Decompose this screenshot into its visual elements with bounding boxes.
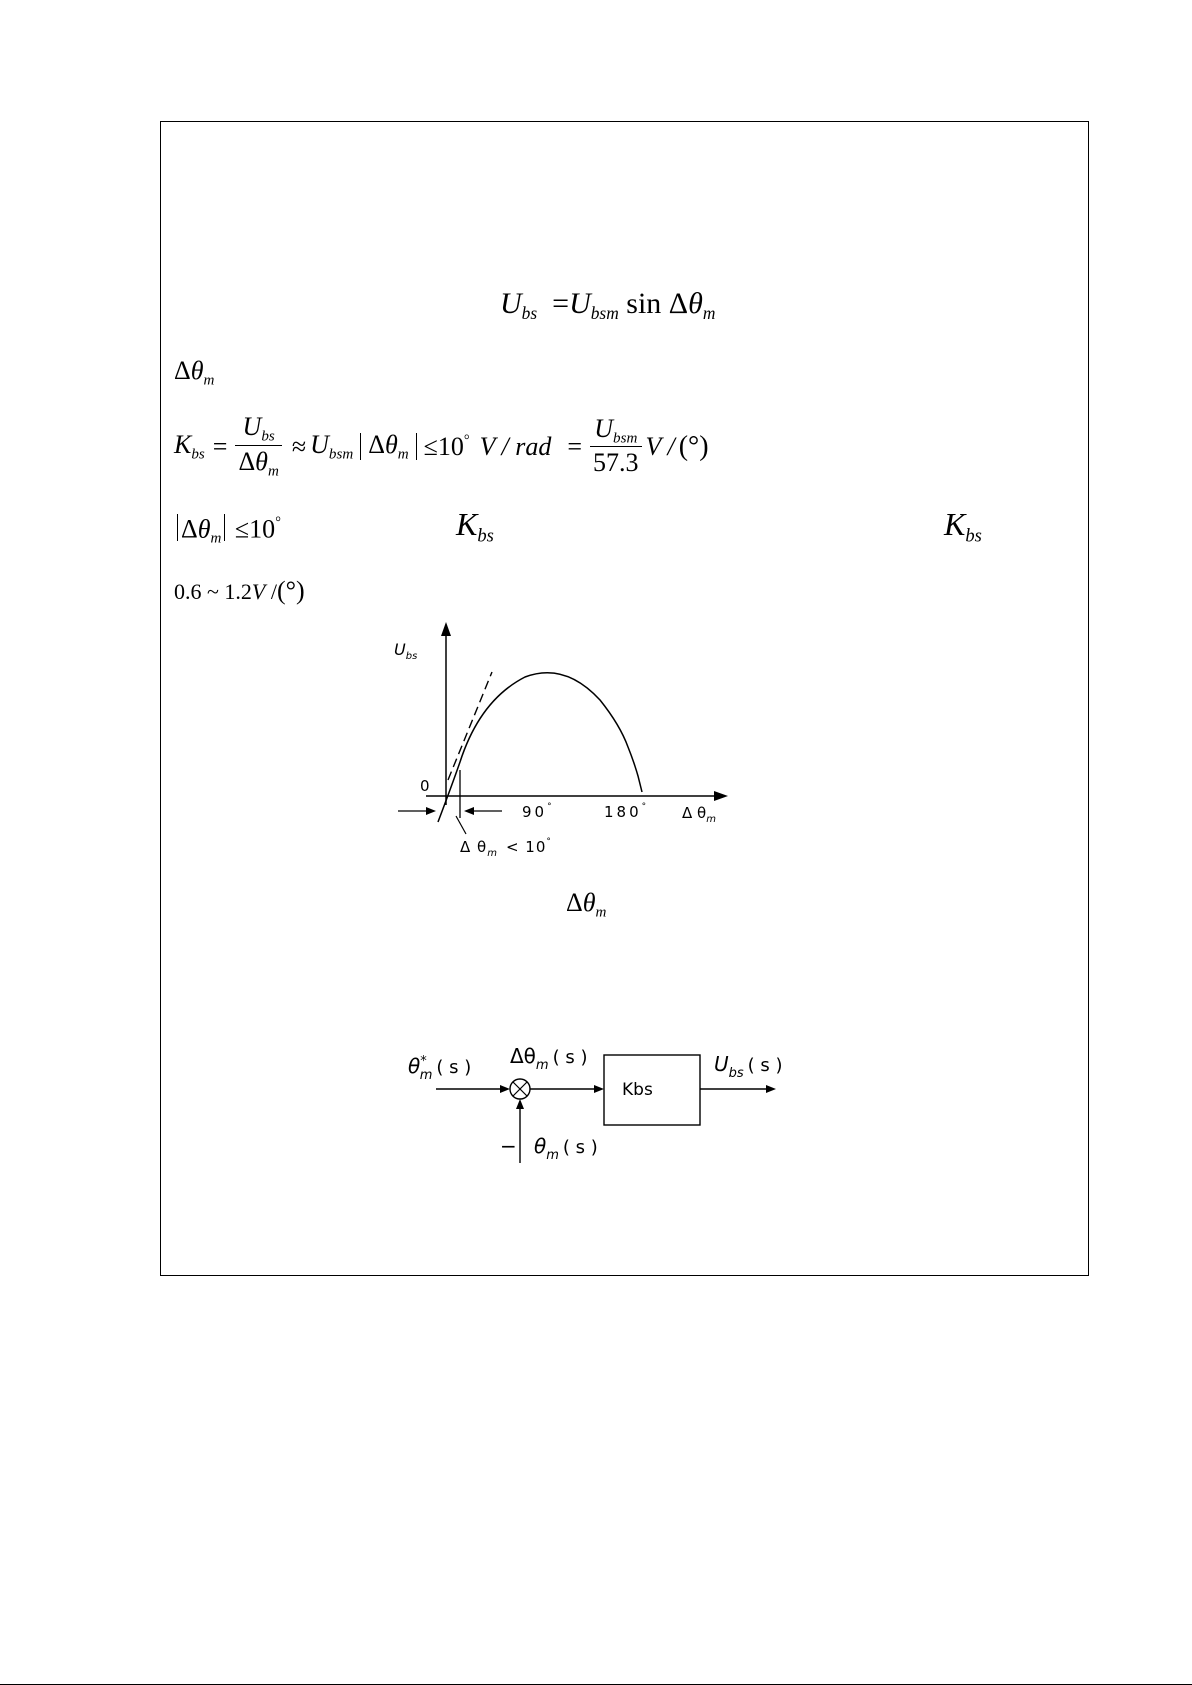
caption-delta: Δ <box>566 888 583 917</box>
caption-theta: θ <box>582 888 596 917</box>
eq1-delta: Δ <box>668 287 689 320</box>
line3-bar-right <box>224 514 225 541</box>
left-arrow-head <box>426 807 436 815</box>
sine-characteristic-graph <box>390 620 750 870</box>
y-axis-label: $U_{bs}$ <box>394 640 418 662</box>
x-axis-arrow <box>714 791 728 801</box>
line3-k2: K <box>944 506 966 542</box>
output-label: $U_{bs}$ ( s ) <box>714 1052 783 1081</box>
line3-kbs-1 <box>456 506 494 547</box>
eq2-fraction-1 <box>235 413 281 480</box>
eq2-den-theta: θ <box>255 446 268 476</box>
eq2-num: U <box>242 412 262 441</box>
input-label: θ* m ( s ) <box>408 1054 472 1083</box>
eq2-unit2: V / <box>645 431 675 461</box>
eq1-theta-sub: m <box>702 303 716 324</box>
origin-label: 0 <box>420 777 430 795</box>
tick-180-label: 180° <box>604 802 650 821</box>
line-range <box>174 576 305 606</box>
tick-90-label: 90° <box>522 802 555 821</box>
figure-caption <box>566 888 606 921</box>
eq2-u-sub: bsm <box>328 446 354 463</box>
eq2-abs-sub: m <box>397 446 409 463</box>
eq1-lhs-sub: bs <box>521 303 538 324</box>
tangent-line <box>448 672 492 780</box>
label-delta: Δ <box>174 356 191 385</box>
line4-v: V <box>251 579 266 604</box>
error-label: $\Delta\theta_m$ ( s ) <box>510 1044 588 1073</box>
eq2-num2: U <box>594 413 614 443</box>
sine-curve <box>438 673 642 822</box>
eq1-rhs: U <box>569 287 591 320</box>
line3-deg: ° <box>275 514 281 531</box>
eq2-abs-bar-right <box>416 433 417 460</box>
label-theta-sub: m <box>203 372 215 389</box>
line3-delta: Δ <box>181 514 198 544</box>
eq2-approx: ≈ <box>291 431 307 461</box>
line4-paren-deg: (°) <box>276 576 305 605</box>
eq2-abs-theta: θ <box>384 429 398 459</box>
eq2-num-sub: bs <box>261 428 275 445</box>
annotation-label: Δ $\theta_m < 10^\circ$ <box>460 837 552 859</box>
eq1-equals: = <box>552 287 570 320</box>
input-arrow <box>500 1085 510 1093</box>
eq2-equals-2: = <box>567 431 583 461</box>
eq2-le: ≤10 <box>423 431 464 461</box>
feedback-minus: − <box>500 1134 517 1158</box>
line3-sub: m <box>210 530 222 547</box>
line3-bar-left <box>177 514 178 541</box>
line4-range: 0.6 ~ 1.2 <box>174 579 252 604</box>
back-arrow-head <box>464 807 474 815</box>
line3-theta: θ <box>197 514 211 544</box>
error-arrow <box>594 1085 604 1093</box>
line3-k2-sub: bs <box>965 525 982 547</box>
summing-junction <box>510 1079 530 1099</box>
kbs-block-label: Kbs <box>622 1080 653 1100</box>
feedback-label: $\theta_m$ ( s ) <box>534 1134 598 1163</box>
feedback-arrow <box>516 1099 524 1109</box>
eq2-k: K <box>174 429 192 459</box>
line4-slash: / <box>270 579 277 604</box>
equation-ubs <box>500 287 715 324</box>
equation-kbs <box>174 413 709 480</box>
eq2-den-delta: Δ <box>238 446 256 476</box>
eq2-k-sub: bs <box>191 446 205 463</box>
eq2-equals-1: = <box>212 431 228 461</box>
eq2-deg: ° <box>463 431 470 448</box>
line3-k1-sub: bs <box>477 525 494 547</box>
eq2-den-sub: m <box>267 463 279 480</box>
eq1-rhs-sub: bsm <box>590 303 619 324</box>
eq2-unit: V / rad <box>479 431 552 461</box>
label-theta: θ <box>190 356 204 385</box>
eq2-num2-sub: bsm <box>613 429 638 446</box>
caption-sub: m <box>595 904 607 921</box>
annotation-leader <box>456 816 466 834</box>
eq2-fraction-2 <box>590 415 642 479</box>
y-axis-arrow <box>441 622 451 636</box>
eq2-abs-delta: Δ <box>368 429 385 459</box>
eq2-abs-bar-left <box>360 433 361 460</box>
line-abs-condition <box>174 514 281 548</box>
x-axis-label: Δ $\theta_m$ <box>682 804 716 825</box>
line3-k1: K <box>456 506 478 542</box>
eq2-paren-deg: (°) <box>678 430 709 462</box>
eq1-lhs: U <box>500 287 522 320</box>
line3-kbs-2 <box>944 506 982 547</box>
output-arrow <box>766 1085 776 1093</box>
block-diagram <box>400 1035 820 1175</box>
line3-le: ≤10 <box>234 514 276 544</box>
label-delta-theta <box>174 356 214 389</box>
eq1-sin: sin <box>626 287 662 320</box>
eq2-u: U <box>310 429 329 459</box>
eq2-den2: 57.3 <box>593 448 639 478</box>
eq1-theta: θ <box>688 287 703 320</box>
